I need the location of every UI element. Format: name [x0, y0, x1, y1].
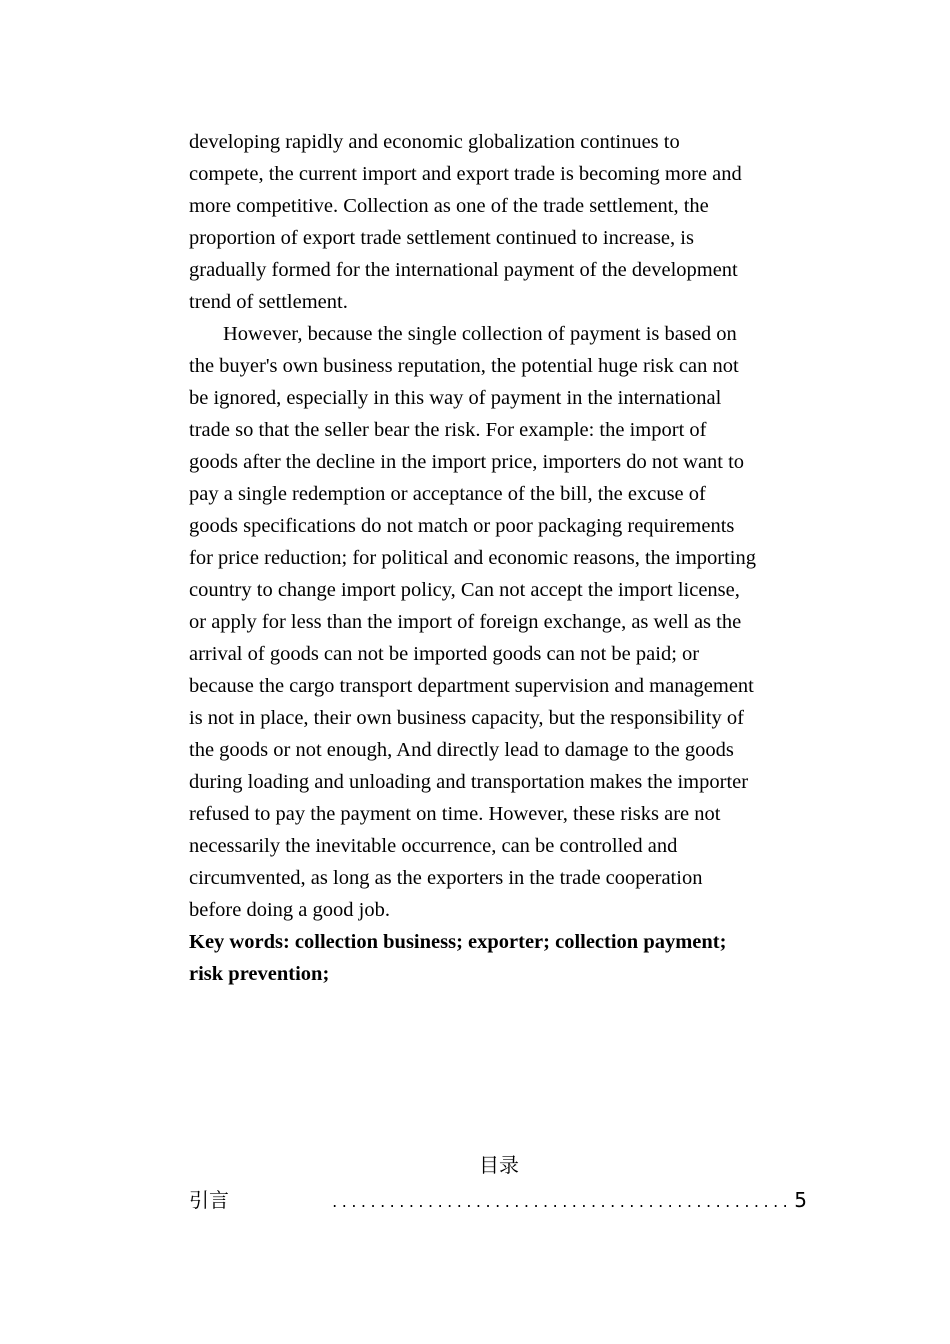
text-line: trend of settlement. — [189, 291, 348, 313]
text-line: arrival of goods can not be imported goods can not be paid; or — [189, 643, 700, 665]
keywords-line: risk prevention; — [189, 963, 330, 985]
text-line: the buyer's own business reputation, the potential huge risk can not — [189, 355, 739, 377]
text-line: for price reduction; for political and economic reasons, the importing — [189, 547, 756, 569]
text-line: or apply for less than the import of foreign exchange, as well as the — [189, 611, 742, 633]
text-line: goods specifications do not match or poor packaging requirements — [189, 515, 735, 537]
text-line: gradually formed for the international payment of the development — [189, 259, 738, 281]
text-line: necessarily the inevitable occurrence, can be controlled and — [189, 835, 678, 857]
text-line: refused to pay the payment on time. However, these risks are not — [189, 803, 721, 825]
keywords-section — [189, 926, 809, 990]
body-paragraph-2 — [189, 318, 809, 926]
text-line: is not in place, their own business capacity, but the responsibility of — [189, 707, 744, 729]
toc-entry[interactable] — [189, 1184, 807, 1218]
text-line: country to change import policy, Can not accept the import license, — [189, 579, 740, 601]
text-line: compete, the current import and export trade is becoming more and — [189, 163, 742, 185]
text-line: However, because the single collection of payment is based on — [223, 323, 737, 345]
toc-title: 目录 — [479, 1153, 519, 1177]
text-line: circumvented, as long as the exporters in the trade cooperation — [189, 867, 703, 889]
text-line: because the cargo transport department supervision and management — [189, 675, 754, 697]
text-line: before doing a good job. — [189, 899, 390, 921]
body-paragraph-1 — [189, 126, 809, 318]
text-line: proportion of export trade settlement continued to increase, is — [189, 227, 694, 249]
text-line: the goods or not enough, And directly lead to damage to the goods — [189, 739, 734, 761]
document-body — [189, 126, 809, 990]
toc-leader-dots: ................................................ — [332, 1192, 793, 1211]
text-line: pay a single redemption or acceptance of the bill, the excuse of — [189, 483, 706, 505]
toc-page-number: 5 — [794, 1188, 807, 1212]
text-line: developing rapidly and economic globalization continues to — [189, 131, 680, 153]
keywords-line: Key words: collection business; exporter; collection payment; — [189, 931, 727, 953]
text-line: be ignored, especially in this way of payment in the international — [189, 387, 722, 409]
text-line: trade so that the seller bear the risk. For example: the import of — [189, 419, 707, 441]
text-line: more competitive. Collection as one of the trade settlement, the — [189, 195, 709, 217]
text-line: goods after the decline in the import price, importers do not want to — [189, 451, 745, 473]
toc-entry-label: 引言 — [189, 1188, 229, 1212]
text-line: during loading and unloading and transportation makes the importer — [189, 771, 749, 793]
